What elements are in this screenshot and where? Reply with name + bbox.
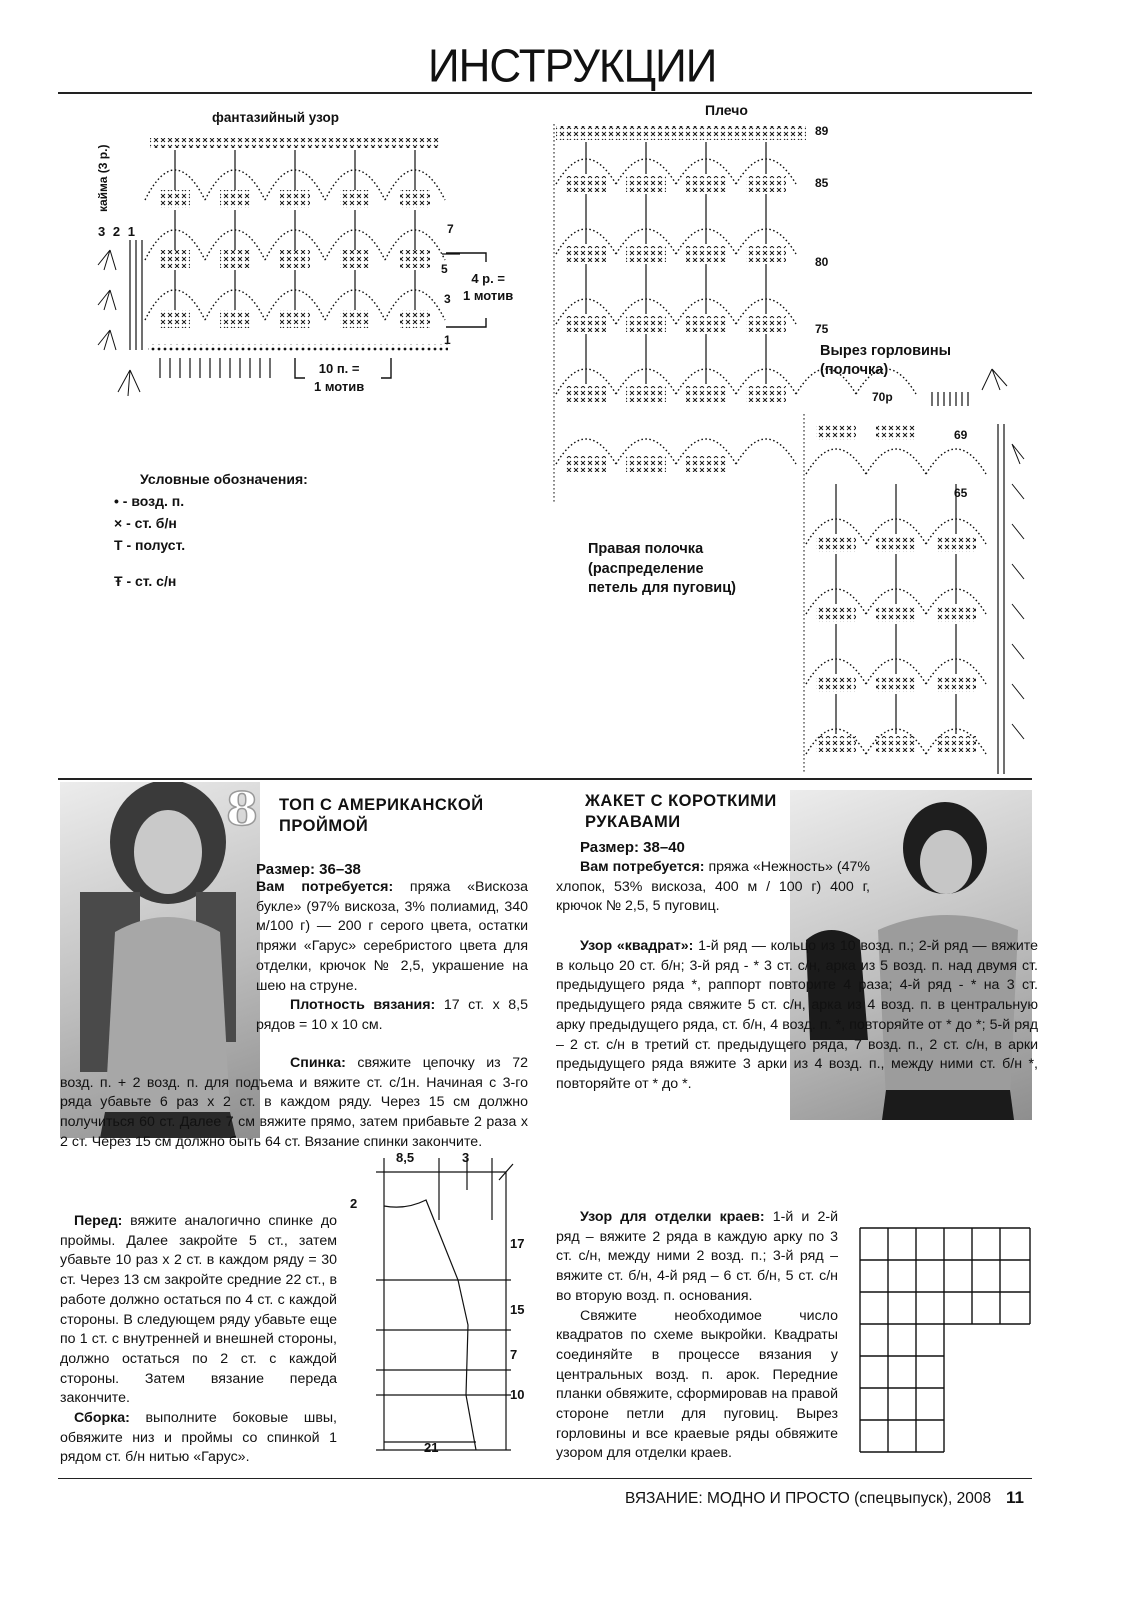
schema-bottom: 21 [424, 1440, 439, 1455]
schema-left: 2 [350, 1196, 358, 1211]
shoulder-label: Плечо [705, 102, 748, 118]
footer-rule [58, 1478, 1032, 1479]
row-mark-7: 7 [447, 222, 454, 236]
project8-front: Перед: вяжите аналогично спинке до проймы. Далее закройте 5 ст., затем убавьте 10 раз х 2 ст. в каждом ряду = 30 ст. Через 13 см закройте средние 22 ст., в работе должно остаться по 4 ст. с каждой стороны. В следующем ряду убавьте еще по 1 ст. с внутренней и внешней стороны, должно остаться по 2 ст. с каждой стороны. Затем вязание переда закончите. Сборка: выполните боковые швы, обвяжите низ и проймы со спинкой 1 рядом ст. б/н нитью «Гарус». [60, 1213, 337, 1466]
fancy-pattern-title: фантазийный узор [212, 110, 339, 125]
legend-title: Условные обозначения: [140, 471, 308, 487]
legend [114, 468, 308, 592]
legend-item-sc: × - ст. б/н [114, 515, 177, 531]
neckline-label: Вырез горловины (полочка) [820, 343, 952, 378]
project9-square: Узор «квадрат»: 1-й ряд — кольцо из 10 возд. п.; 2-й ряд — вяжите в кольцо 20 ст. б/н; 3-й ряд - * 3 ст. с/н, арка из 5 возд. п. над двумя ст. предыдущего ряда *, раппорт повторите 4 раза; 4-й ряд - * на 3 ст. предыдущего ряда свяжите 5 ст. с/н, арка из 4 возд. п. в центральную арку предыдущего ряда, ст. б/н, 4 возд. п. *, повторяйте от * до *; 5-й ряд – 2 ст. с/н в третий ст. предыдущего ряда, 7 возд. п., 2 ст. с/н, в арки предыдущего ряда вяжите 3 арки из 4 возд. п., между ними ст. б/н *, повторяйте от * до *. [556, 938, 1038, 1092]
project-number-8: 8 [226, 782, 259, 836]
schema-r1: 17 [510, 1236, 525, 1251]
front-chart [552, 124, 1032, 774]
project-title-9: ЖАКЕТ С КОРОТКИМИ РУКАВАМИ [585, 792, 777, 831]
page-title: ИНСТРУКЦИИ [428, 40, 717, 93]
row-89: 89 [815, 124, 829, 138]
schema-r2: 15 [510, 1302, 525, 1317]
border-label: кайма (3 р.) [96, 144, 110, 212]
row-70: 70р [872, 390, 893, 404]
project8-body: Вам потребуется: пряжа «Вискоза букле» (97% вискоза, 3% полиамид, 340 м/100 г) — 200 г серого цвета, остатки пряжи «Гарус» серебристого цвета для отделки, крючок № 2,5, украшение на шею на струне. Плотность вязания: 17 ст. х 8,5 рядов = 10 х 10 см. [256, 879, 528, 1033]
top-pattern-schema [346, 1150, 536, 1460]
project9-need: Вам потребуется: пряжа «Нежность» (47% хлопок, 53% вискоза, 400 м / 100 г) 400 г, крючок № 2,5, 5 пуговиц. [556, 859, 870, 915]
left-row-numbers: 3 2 1 [98, 224, 135, 239]
row-69: 69 [954, 428, 968, 442]
row-65: 65 [954, 486, 968, 500]
project8-back: Спинка: свяжите цепочку из 72 возд. п. + 2 возд. п. для подъема и вяжите ст. с/1н. Начиная с 3-го ряда убавьте 6 раз х 2 ст. в каждом ряду. Через 15 см должно получиться 60 ст. Далее 7 см вяжите прямо, затем прибавьте 2 раза х 2 ст. Через 15 см должно быть 64 ст. Вязание спинки закончите. [60, 1055, 528, 1150]
schema-top-a: 8,5 [396, 1150, 415, 1165]
right-front-label: Правая полочка (распределение петель для пуговиц) [588, 541, 736, 596]
legend-item-hdc: Т - полуст. [114, 537, 186, 553]
footer-text: ВЯЗАНИЕ: МОДНО И ПРОСТО (спецвыпуск), 2008 [625, 1490, 992, 1507]
section-rule [58, 778, 1032, 780]
row-85: 85 [815, 176, 829, 190]
schema-top-b: 3 [462, 1150, 470, 1165]
square-layout-grid [858, 1226, 1034, 1462]
header-rule [58, 92, 1032, 94]
project-title-8: ТОП С АМЕРИКАНСКОЙ ПРОЙМОЙ [279, 796, 484, 835]
schema-r3: 7 [510, 1347, 518, 1362]
repeat-sts-label: 10 п. = 1 мотив [314, 361, 365, 394]
size-8: Размер: 36–38 [256, 861, 361, 878]
row-80: 80 [815, 255, 829, 269]
row-mark-5: 5 [441, 262, 448, 276]
repeat-rows-label: 4 р. = 1 мотив [463, 271, 514, 303]
project9-edge: Узор для отделки краев: 1-й и 2-й ряд – вяжите 2 ряда в каждую арку по 3 ст. с/н, между ними 2 возд. п.; 3-й ряд – вяжите ст. б/н, 4-й ряд – 6 ст. б/н, 5 ст. с/н во вторую возд. п. основания. Свяжите необходимое число квадратов по схеме выкройки. Квадраты соединяйте в процессе вязания у центральных возд. п. арок. Передние планки обвяжите, сформировав на правой стороне петли для пуговиц. Вырез горловины и все краевые ряды обвяжите узором для отделки краев. [556, 1209, 838, 1462]
row-mark-3: 3 [444, 292, 451, 306]
size-9: Размер: 38–40 [580, 839, 685, 856]
fancy-pattern-chart [90, 130, 460, 410]
legend-item-dc: Ŧ - ст. с/н [114, 573, 177, 589]
schema-r4: 10 [510, 1387, 525, 1402]
legend-item-chain: • - возд. п. [114, 493, 185, 509]
page-number: 11 [1006, 1488, 1024, 1507]
row-mark-1: 1 [444, 333, 451, 347]
row-75: 75 [815, 322, 829, 336]
